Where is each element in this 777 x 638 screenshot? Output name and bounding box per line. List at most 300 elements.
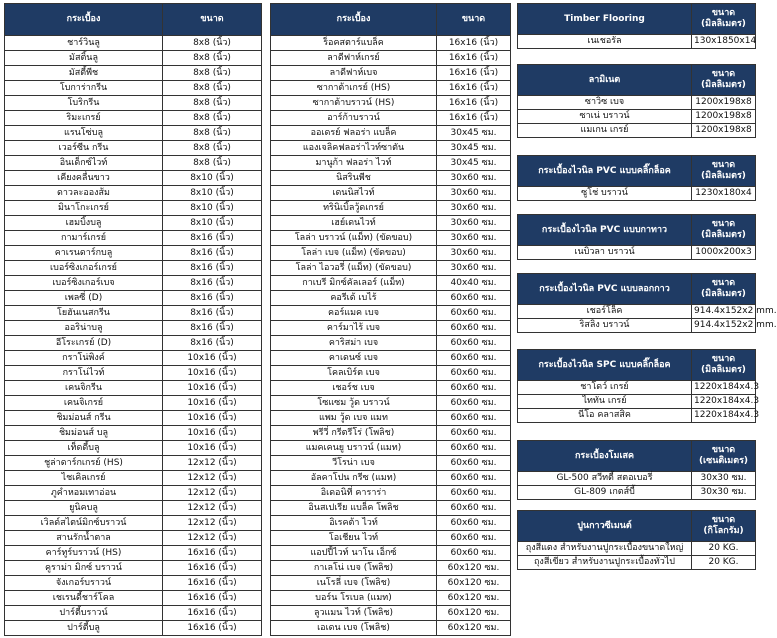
tile-size-cell: 30x60 ซม. bbox=[437, 231, 511, 246]
product-size-cell: 1220x184x4.3 bbox=[692, 409, 756, 423]
tile-name-cell: อาร์ก้าบราวน์ bbox=[271, 111, 437, 126]
tile-name-cell: เดนนิสไวท์ bbox=[271, 186, 437, 201]
tile-name-cell: ลาดีฟาห์เบจ bbox=[271, 66, 437, 81]
table-row bbox=[518, 395, 756, 409]
table-row bbox=[271, 261, 511, 276]
table-row bbox=[271, 336, 511, 351]
table-row bbox=[518, 486, 756, 500]
tile-size-cell: 60x60 ซม. bbox=[437, 501, 511, 516]
tile-name-cell: ซากาต้าเกรย์ (HS) bbox=[271, 81, 437, 96]
table-row bbox=[5, 171, 262, 186]
tile-name-cell: เฮย์เดนไวท์ bbox=[271, 216, 437, 231]
table-row bbox=[5, 81, 262, 96]
table-row bbox=[271, 486, 511, 501]
size-label: ขนาด bbox=[711, 278, 736, 288]
table-row bbox=[5, 501, 262, 516]
table-row bbox=[271, 276, 511, 291]
table-row bbox=[5, 606, 262, 621]
product-size-cell: 30x30 ซม. bbox=[692, 472, 756, 486]
table-row bbox=[271, 81, 511, 96]
tile-size-cell: 8x16 (นิ้ว) bbox=[163, 231, 262, 246]
tile-name-cell: ชูล่าดาร์กเกรย์ (HS) bbox=[5, 456, 163, 471]
product-name-cell: ไททัน เกรย์ bbox=[518, 395, 692, 409]
size-unit-header bbox=[692, 65, 756, 96]
tile-name-cell: อิเรคต้า ไวท์ bbox=[271, 516, 437, 531]
table-row bbox=[5, 486, 262, 501]
table-row bbox=[271, 591, 511, 606]
tile-name-cell: สานรักน้ำตาล bbox=[5, 531, 163, 546]
product-name-cell: ชาโดว์ เกรย์ bbox=[518, 381, 692, 395]
tile-name-cell: ทรินิเบิ้ลวู้ดเกรย์ bbox=[271, 201, 437, 216]
product-size-cell: 914.4x152x2 mm. bbox=[692, 319, 756, 333]
tile-size-cell: 40x40 ซม. bbox=[437, 276, 511, 291]
table-row bbox=[5, 396, 262, 411]
category-header: กระเบื้องโมเสค bbox=[518, 441, 692, 472]
unit-label: (มิลลิเมตร) bbox=[701, 19, 746, 29]
tile-size-cell: 60x60 ซม. bbox=[437, 306, 511, 321]
table-row bbox=[518, 381, 756, 395]
table-row bbox=[271, 531, 511, 546]
tile-name-cell: ชิมม่อนส์ กรีน bbox=[5, 411, 163, 426]
table-row bbox=[271, 561, 511, 576]
tile-name-cell: วีโรน่า เบจ bbox=[271, 456, 437, 471]
tile-name-cell: ดาวละอองส้ม bbox=[5, 186, 163, 201]
tile-size-cell: 8x8 (นิ้ว) bbox=[163, 96, 262, 111]
table-row bbox=[5, 411, 262, 426]
tile-name-cell: เคียงคลื่นขาว bbox=[5, 171, 163, 186]
product-size-table bbox=[517, 3, 756, 49]
tile-size-cell: 16x16 (นิ้ว) bbox=[437, 66, 511, 81]
product-size-table bbox=[517, 155, 756, 201]
tile-size-cell: 8x16 (นิ้ว) bbox=[163, 291, 262, 306]
tile-size-cell: 16x16 (นิ้ว) bbox=[437, 111, 511, 126]
tile-name-cell: อีโระเกรย์ (D) bbox=[5, 336, 163, 351]
table-row bbox=[518, 124, 756, 138]
tile-size-cell: 8x10 (นิ้ว) bbox=[163, 216, 262, 231]
unit-label: (มิลลิเมตร) bbox=[701, 230, 746, 240]
tile-size-cell: 12x12 (นิ้ว) bbox=[163, 456, 262, 471]
table-row bbox=[271, 621, 511, 636]
table-row bbox=[5, 561, 262, 576]
table-row bbox=[5, 321, 262, 336]
size-label: ขนาด bbox=[711, 354, 736, 364]
tile-name-cell: เนโรลี่ เบจ (โพลิช) bbox=[271, 576, 437, 591]
category-header: Timber Flooring bbox=[518, 4, 692, 35]
size-label: ขนาด bbox=[711, 160, 736, 170]
product-name-cell: แมเกน เกรย์ bbox=[518, 124, 692, 138]
tile-name-cell: ชิมม่อนส์ บลู bbox=[5, 426, 163, 441]
tile-name-cell: กาเลโน่ เบจ (โพลิช) bbox=[271, 561, 437, 576]
table-row bbox=[5, 456, 262, 471]
product-name-cell: เชอร์โล็ค bbox=[518, 305, 692, 319]
tile-size-cell: 60x60 ซม. bbox=[437, 546, 511, 561]
table-row bbox=[271, 186, 511, 201]
unit-label: (เซนติเมตร) bbox=[698, 456, 749, 466]
tile-name-cell: โลล่า เบจ (แม็ท) (ขัดขอบ) bbox=[271, 246, 437, 261]
tile-name-cell: โบริกรีน bbox=[5, 96, 163, 111]
tile-name-cell: มานูก้า ฟลอร่า ไวท์ bbox=[271, 156, 437, 171]
tile-size-cell: 16x16 (นิ้ว) bbox=[163, 591, 262, 606]
table-row bbox=[5, 141, 262, 156]
size-label: ขนาด bbox=[711, 515, 736, 525]
table-row bbox=[271, 36, 511, 51]
table-row bbox=[271, 96, 511, 111]
table-row bbox=[5, 621, 262, 636]
table-row bbox=[5, 576, 262, 591]
unit-label: (มิลลิเมตร) bbox=[701, 80, 746, 90]
tile-name-cell: ริมะเกรย์ bbox=[5, 111, 163, 126]
tile-name-cell: เท็ดดี้บลู bbox=[5, 441, 163, 456]
table-row bbox=[271, 126, 511, 141]
product-size-cell: 1220x184x4.3 bbox=[692, 381, 756, 395]
tile-name-cell: อัลคาโปน กรีซ (แมท) bbox=[271, 471, 437, 486]
tile-size-cell: 10x16 (นิ้ว) bbox=[163, 396, 262, 411]
tile-size-cell: 16x16 (นิ้ว) bbox=[163, 576, 262, 591]
tile-name-cell: อินสเปเรีย แบล็ค โพลิช bbox=[271, 501, 437, 516]
tile-size-cell: 8x16 (นิ้ว) bbox=[163, 336, 262, 351]
table-row bbox=[518, 472, 756, 486]
tile-size-cell: 30x60 ซม. bbox=[437, 216, 511, 231]
table-row bbox=[271, 51, 511, 66]
tile-name-cell: นิสรินพีช bbox=[271, 171, 437, 186]
table-row bbox=[271, 426, 511, 441]
product-size-cell: 1200x198x8 bbox=[692, 96, 756, 110]
tile-name-cell: แรนโซ่บลู bbox=[5, 126, 163, 141]
tile-name-cell: แอปปี้ไวท์ นาโน เอ็กซ์ bbox=[271, 546, 437, 561]
table-row bbox=[5, 276, 262, 291]
tile-name-cell: ปาร์ตี้บลู bbox=[5, 621, 163, 636]
tile-size-cell: 16x16 (นิ้ว) bbox=[163, 546, 262, 561]
tile-size-table-2 bbox=[270, 3, 511, 636]
table-row bbox=[5, 216, 262, 231]
product-size-cell: 1200x198x8 bbox=[692, 124, 756, 138]
tile-size-cell: 10x16 (นิ้ว) bbox=[163, 366, 262, 381]
tile-name-cell: ซากาต้าบราวน์ (HS) bbox=[271, 96, 437, 111]
table-row bbox=[5, 231, 262, 246]
table-row bbox=[5, 471, 262, 486]
tile-size-cell: 30x60 ซม. bbox=[437, 186, 511, 201]
tile-name-cell: คาร์ทูร์บราวน์ (HS) bbox=[5, 546, 163, 561]
category-header: กระเบื้องไวนิล PVC แบบคลิ๊กล็อค bbox=[518, 156, 692, 187]
tile-name-cell: ภูคำหอมเทาอ่อน bbox=[5, 486, 163, 501]
tile-name-cell: มินาโกะเกรย์ bbox=[5, 201, 163, 216]
column-header-size: ขนาด bbox=[163, 4, 262, 36]
tile-name-cell: ปาร์ตี้บราวน์ bbox=[5, 606, 163, 621]
table-row bbox=[271, 111, 511, 126]
unit-label: (มิลลิเมตร) bbox=[701, 171, 746, 181]
table-row bbox=[518, 187, 756, 201]
tile-name-cell: บอร์น โรเบล (แมท) bbox=[271, 591, 437, 606]
product-name-cell: เนบิวลา บราวน์ bbox=[518, 246, 692, 260]
table-row bbox=[271, 321, 511, 336]
product-name-cell: GL-500 สวีทตี้ สตอเบอรี่ bbox=[518, 472, 692, 486]
tile-size-cell: 60x60 ซม. bbox=[437, 456, 511, 471]
tile-size-cell: 30x60 ซม. bbox=[437, 171, 511, 186]
tile-name-cell: กาเบรี มิกซ์คัลเลอร์ (แม็ท) bbox=[271, 276, 437, 291]
tile-name-cell: โบการ่ากรีน bbox=[5, 81, 163, 96]
size-label: ขนาด bbox=[711, 219, 736, 229]
tile-size-cell: 8x8 (นิ้ว) bbox=[163, 156, 262, 171]
tile-name-cell: คูราม่า มิกซ์ บราวน์ bbox=[5, 561, 163, 576]
tile-size-cell: 60x120 ซม. bbox=[437, 576, 511, 591]
tile-name-cell: มัสตี้พีช bbox=[5, 66, 163, 81]
product-name-cell: ซาวิซ เบจ bbox=[518, 96, 692, 110]
tile-name-cell: กราโน่ไวท์ bbox=[5, 366, 163, 381]
tile-name-cell: คาเดนซ์ เบจ bbox=[271, 351, 437, 366]
tile-name-cell: จังเกอร์บราวน์ bbox=[5, 576, 163, 591]
table-row bbox=[271, 441, 511, 456]
size-unit-header bbox=[692, 511, 756, 542]
tile-size-cell: 16x16 (นิ้ว) bbox=[437, 96, 511, 111]
tile-name-cell: คอรีเด้ เบไร้ bbox=[271, 291, 437, 306]
table-row bbox=[271, 156, 511, 171]
tile-name-cell: เวิลด์สไตน์มิกซ์บราวน์ bbox=[5, 516, 163, 531]
table-row bbox=[5, 531, 262, 546]
tile-size-cell: 8x10 (นิ้ว) bbox=[163, 186, 262, 201]
product-size-table bbox=[517, 273, 777, 333]
tile-name-cell: โลล่า ไอวอรี่ (แม็ท) (ขัดขอบ) bbox=[271, 261, 437, 276]
tile-name-cell: เพลซี่ (D) bbox=[5, 291, 163, 306]
product-name-cell: ถุงสีแดง สำหรับงานปูกระเบื้องขนาดใหญ่ bbox=[518, 542, 692, 556]
table-row bbox=[271, 501, 511, 516]
tile-size-cell: 60x60 ซม. bbox=[437, 426, 511, 441]
table-row bbox=[518, 305, 756, 319]
tile-name-cell: เคนจิกรีน bbox=[5, 381, 163, 396]
tile-size-cell: 60x60 ซม. bbox=[437, 411, 511, 426]
category-header: ลามิเนต bbox=[518, 65, 692, 96]
product-name-cell: ริสลิง บราวน์ bbox=[518, 319, 692, 333]
tile-size-cell: 10x16 (นิ้ว) bbox=[163, 426, 262, 441]
product-size-cell: 914.4x152x2 mm. bbox=[692, 305, 756, 319]
product-name-cell: ซูโช่ บราวน์ bbox=[518, 187, 692, 201]
table-row bbox=[518, 319, 756, 333]
table-row bbox=[5, 516, 262, 531]
product-name-cell: ถุงสีเขียว สำหรับงานปูกระเบื้องทั่วไป bbox=[518, 556, 692, 570]
tile-name-cell: เบอร์ซิงเกอร์เบจ bbox=[5, 276, 163, 291]
tile-name-cell: โซแซม วู้ด บราวน์ bbox=[271, 396, 437, 411]
size-unit-header bbox=[692, 4, 756, 35]
tile-size-cell: 8x10 (นิ้ว) bbox=[163, 201, 262, 216]
tile-size-cell: 12x12 (นิ้ว) bbox=[163, 486, 262, 501]
table-row bbox=[271, 171, 511, 186]
table-row bbox=[518, 246, 756, 260]
tile-name-cell: กราโน่พิงค์ bbox=[5, 351, 163, 366]
tile-name-cell: กามาร์เกรย์ bbox=[5, 231, 163, 246]
tile-name-cell: ร็อคสตาร์แบล็ค bbox=[271, 36, 437, 51]
tile-size-cell: 30x45 ซม. bbox=[437, 141, 511, 156]
table-row bbox=[5, 381, 262, 396]
table-row bbox=[271, 246, 511, 261]
category-header: กระเบื้องไวนิล PVC แบบลอกกาว bbox=[518, 274, 692, 305]
table-row bbox=[271, 231, 511, 246]
table-row bbox=[5, 306, 262, 321]
product-size-table bbox=[517, 214, 756, 260]
table-row bbox=[5, 156, 262, 171]
tile-size-cell: 30x60 ซม. bbox=[437, 246, 511, 261]
size-unit-header bbox=[692, 350, 756, 381]
size-label: ขนาด bbox=[711, 69, 736, 79]
size-unit-header bbox=[692, 274, 756, 305]
category-header: กระเบื้องไวนิล SPC แบบคลิ๊กล็อค bbox=[518, 350, 692, 381]
table-row bbox=[5, 591, 262, 606]
tile-size-cell: 60x60 ซม. bbox=[437, 291, 511, 306]
tile-name-cell: เอเดน เบจ (โพลิช) bbox=[271, 621, 437, 636]
tile-size-cell: 12x12 (นิ้ว) bbox=[163, 471, 262, 486]
tile-name-cell: อินเด็กซ์ไวท์ bbox=[5, 156, 163, 171]
tile-size-cell: 10x16 (นิ้ว) bbox=[163, 411, 262, 426]
table-row bbox=[271, 366, 511, 381]
tile-name-cell: แองเจลิคฟลอร่าไวท์ซาตัน bbox=[271, 141, 437, 156]
table-row bbox=[5, 36, 262, 51]
tile-size-cell: 16x16 (นิ้ว) bbox=[437, 51, 511, 66]
tile-size-cell: 10x16 (นิ้ว) bbox=[163, 351, 262, 366]
table-row bbox=[518, 409, 756, 423]
table-row bbox=[5, 201, 262, 216]
table-row bbox=[271, 351, 511, 366]
table-row bbox=[5, 441, 262, 456]
tile-size-cell: 12x12 (นิ้ว) bbox=[163, 531, 262, 546]
table-row bbox=[271, 396, 511, 411]
tile-size-cell: 8x16 (นิ้ว) bbox=[163, 321, 262, 336]
table-row bbox=[5, 546, 262, 561]
tile-name-cell: คอร์แมค เบจ bbox=[271, 306, 437, 321]
tile-size-cell: 60x60 ซม. bbox=[437, 351, 511, 366]
size-unit-header bbox=[692, 156, 756, 187]
table-row bbox=[271, 546, 511, 561]
table-row bbox=[271, 216, 511, 231]
tile-name-cell: พรีวี่ กรีตรีโร่ (โพลิช) bbox=[271, 426, 437, 441]
table-row bbox=[271, 471, 511, 486]
table-row bbox=[271, 456, 511, 471]
table-row bbox=[5, 291, 262, 306]
tile-name-cell: เบอร์ซิงเกอร์เกรย์ bbox=[5, 261, 163, 276]
tile-name-cell: คาร์มาไร้ เบจ bbox=[271, 321, 437, 336]
table-row bbox=[5, 351, 262, 366]
tile-name-cell: ชาร์วินลู bbox=[5, 36, 163, 51]
product-name-cell: เนเชอรัล bbox=[518, 35, 692, 49]
product-size-cell: 1230x180x4 bbox=[692, 187, 756, 201]
table-row bbox=[518, 556, 756, 570]
product-name-cell: GL-809 เกตส์บี้ bbox=[518, 486, 692, 500]
table-row bbox=[271, 66, 511, 81]
table-row bbox=[518, 542, 756, 556]
tile-size-cell: 8x10 (นิ้ว) bbox=[163, 171, 262, 186]
tile-size-cell: 12x12 (นิ้ว) bbox=[163, 516, 262, 531]
table-row bbox=[271, 381, 511, 396]
unit-label: (กิโลกรัม) bbox=[703, 526, 744, 536]
table-row bbox=[271, 606, 511, 621]
tile-name-cell: คาเรนดาร์กบลู bbox=[5, 246, 163, 261]
unit-label: (มิลลิเมตร) bbox=[701, 365, 746, 375]
table-row bbox=[5, 186, 262, 201]
tile-name-cell: เชเรนดี้ชาร์โคล bbox=[5, 591, 163, 606]
tile-size-cell: 30x45 ซม. bbox=[437, 156, 511, 171]
table-row bbox=[271, 291, 511, 306]
tile-name-cell: โคลเบิร์ต เบจ bbox=[271, 366, 437, 381]
product-name-cell: ซาเน่ บราวน์ bbox=[518, 110, 692, 124]
tile-name-cell: ไชเคิลเกรย์ bbox=[5, 471, 163, 486]
product-size-cell: 30x30 ซม. bbox=[692, 486, 756, 500]
tile-name-cell: อิเดอนิที่ คาราร่า bbox=[271, 486, 437, 501]
tile-name-cell: โลล่า บราวน์ (แม็ท) (ขัดขอบ) bbox=[271, 231, 437, 246]
table-row bbox=[271, 411, 511, 426]
tile-size-cell: 60x60 ซม. bbox=[437, 396, 511, 411]
table-row bbox=[5, 246, 262, 261]
tile-name-cell: เฮมบิ้งบลู bbox=[5, 216, 163, 231]
tile-size-cell: 30x60 ซม. bbox=[437, 261, 511, 276]
tile-size-cell: 60x60 ซม. bbox=[437, 366, 511, 381]
tile-name-cell: ลาดีฟาห์เกรย์ bbox=[271, 51, 437, 66]
tile-size-cell: 30x60 ซม. bbox=[437, 201, 511, 216]
table-row bbox=[5, 111, 262, 126]
tile-size-cell: 8x16 (นิ้ว) bbox=[163, 306, 262, 321]
table-row bbox=[5, 51, 262, 66]
tile-size-cell: 8x8 (นิ้ว) bbox=[163, 126, 262, 141]
product-size-cell: 1200x198x8 bbox=[692, 110, 756, 124]
product-size-table bbox=[517, 440, 756, 500]
size-label: ขนาด bbox=[711, 445, 736, 455]
tile-size-cell: 8x8 (นิ้ว) bbox=[163, 141, 262, 156]
tile-size-cell: 16x16 (นิ้ว) bbox=[163, 621, 262, 636]
tile-size-cell: 8x8 (นิ้ว) bbox=[163, 66, 262, 81]
column-header-tile: กระเบื้อง bbox=[5, 4, 163, 36]
tile-size-cell: 16x16 (นิ้ว) bbox=[437, 81, 511, 96]
product-size-table bbox=[517, 64, 756, 138]
product-size-cell: 20 KG. bbox=[692, 556, 756, 570]
tile-size-cell: 16x16 (นิ้ว) bbox=[163, 606, 262, 621]
tile-size-cell: 60x60 ซม. bbox=[437, 516, 511, 531]
size-unit-header bbox=[692, 441, 756, 472]
tile-name-cell: เชอร์ช เบจ bbox=[271, 381, 437, 396]
tile-size-cell: 8x8 (นิ้ว) bbox=[163, 51, 262, 66]
size-label: ขนาด bbox=[711, 8, 736, 18]
table-row bbox=[518, 35, 756, 49]
table-row bbox=[5, 426, 262, 441]
tile-size-cell: 60x60 ซม. bbox=[437, 321, 511, 336]
product-size-cell: 20 KG. bbox=[692, 542, 756, 556]
tile-name-cell: เคนจิเกรย์ bbox=[5, 396, 163, 411]
tile-size-cell: 60x60 ซม. bbox=[437, 531, 511, 546]
tile-size-table-1 bbox=[4, 3, 262, 636]
table-row bbox=[518, 96, 756, 110]
tile-size-cell: 8x8 (นิ้ว) bbox=[163, 81, 262, 96]
tile-name-cell: แพม วู้ด เบจ แมท bbox=[271, 411, 437, 426]
unit-label: (มิลลิเมตร) bbox=[701, 289, 746, 299]
table-row bbox=[271, 141, 511, 156]
tile-name-cell: ลูวแมน ไวท์ (โพลิช) bbox=[271, 606, 437, 621]
tile-size-cell: 60x60 ซม. bbox=[437, 336, 511, 351]
tile-size-cell: 60x60 ซม. bbox=[437, 471, 511, 486]
tile-name-cell: มัสติ้นลู bbox=[5, 51, 163, 66]
table-row bbox=[5, 126, 262, 141]
table-row bbox=[271, 306, 511, 321]
tile-size-cell: 60x60 ซม. bbox=[437, 381, 511, 396]
tile-size-cell: 8x16 (นิ้ว) bbox=[163, 246, 262, 261]
tile-size-cell: 10x16 (นิ้ว) bbox=[163, 381, 262, 396]
tile-name-cell: ออเดรย์ ฟลอร่า แบล็ค bbox=[271, 126, 437, 141]
category-header: ปูนกาวซีเมนต์ bbox=[518, 511, 692, 542]
table-row bbox=[5, 261, 262, 276]
table-row bbox=[5, 96, 262, 111]
tile-size-cell: 16x16 (นิ้ว) bbox=[437, 36, 511, 51]
tile-size-cell: 60x120 ซม. bbox=[437, 606, 511, 621]
tile-name-cell: แมคเคนยู บราวน์ (แมท) bbox=[271, 441, 437, 456]
table-row bbox=[271, 201, 511, 216]
table-row bbox=[271, 576, 511, 591]
tile-size-cell: 60x120 ซม. bbox=[437, 561, 511, 576]
tile-size-cell: 16x16 (นิ้ว) bbox=[163, 561, 262, 576]
product-name-cell: นีโอ คลาสสิค bbox=[518, 409, 692, 423]
